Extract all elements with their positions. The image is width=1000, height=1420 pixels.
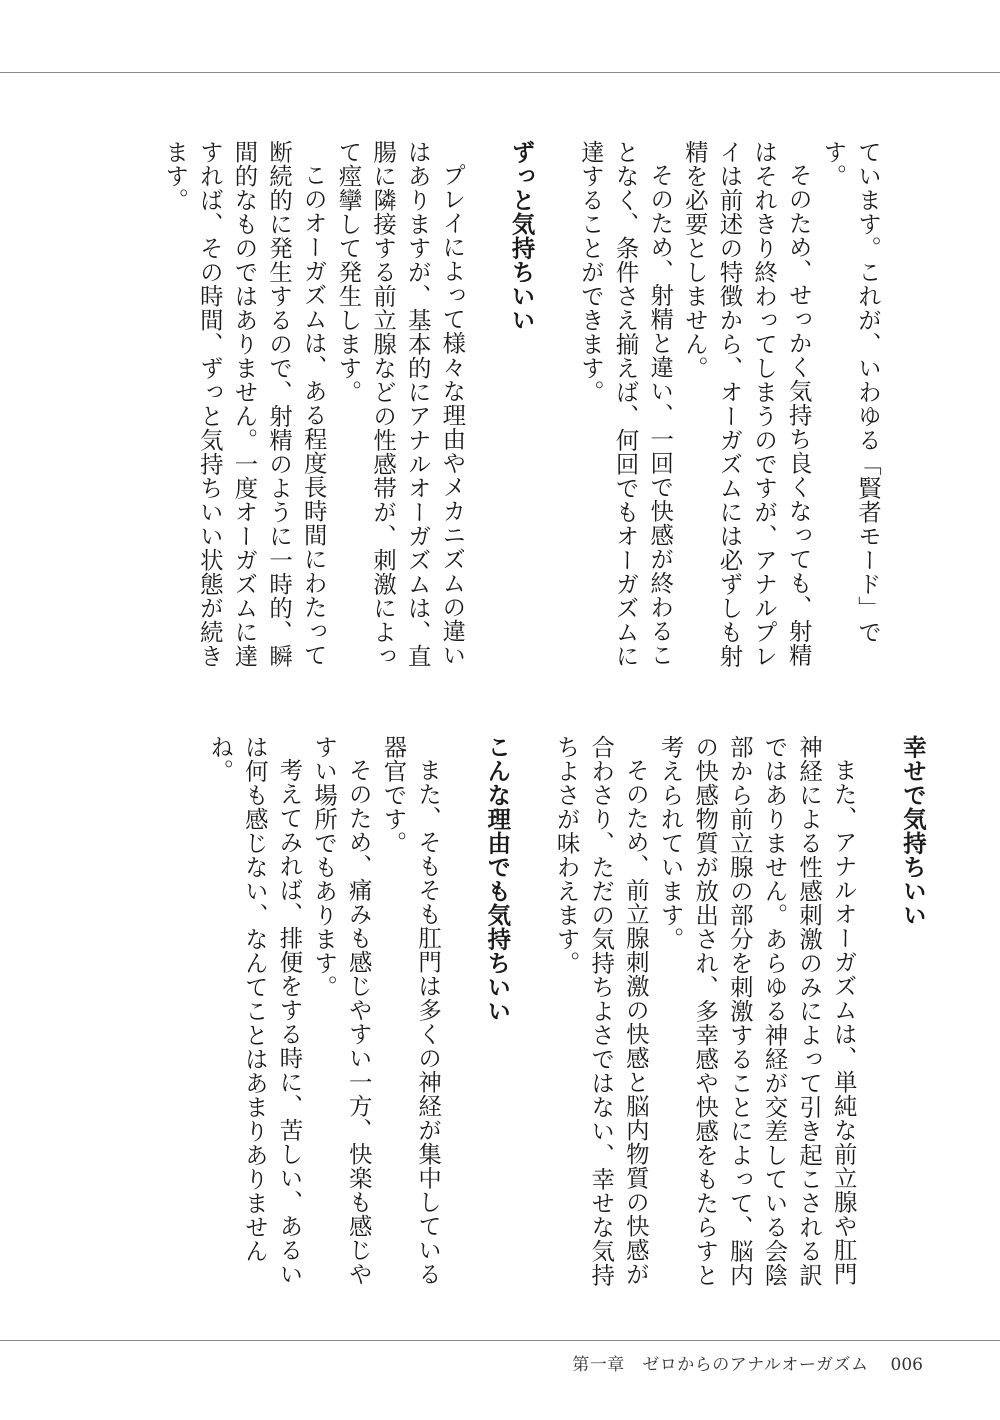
- top-rule: [0, 72, 1000, 73]
- paragraph: そのため、せっかく気持ち良くなっても、射精はそれきり終わってしまうのですが、アナルプレイは前述の特徴から、オーガズムには必ずしも射精を必要としません。: [680, 140, 813, 668]
- paragraph: また、アナルオーガズムは、単純な前立腺や肛門神経による性感刺激のみによって引き起こされる訳ではありません。あらゆる神経が交差している会陰部から前立腺の部分を刺激することによって、脳内の快感物質が放出され、多幸感や快感をもたらすと考えられています。: [656, 735, 858, 1287]
- chapter-title: 第一章 ゼロからのアナルオーガズム: [572, 1355, 869, 1375]
- page-number: 006: [890, 1355, 923, 1375]
- paragraph: そのため、射精と違い、一回で快感が終わることなく、条件さえ揃えば、何回でもオーガズムに達することができます。: [576, 140, 675, 668]
- blank-line: [469, 140, 504, 690]
- paragraph: また、そもそも肛門は多くの神経が集中している器官です。: [379, 735, 443, 1287]
- upper-text-block: [158, 140, 885, 690]
- paragraph: このオーガズムは、ある程度長時間にわたって断続的に発生するので、射精のように一時的、瞬間的なものではありません。一度オーガズムに達すれば、その時間、ずっと気持ちいい状態が続きます。: [161, 140, 328, 668]
- blank-line: [514, 735, 549, 1297]
- section-heading: 幸せで気持ちいい: [899, 735, 927, 927]
- blank-line: [445, 735, 480, 1297]
- paragraph: そのため、前立腺刺激の快感と脳内物質の快感が合わさり、ただの気持ちよさではない、幸せな気持ちよさが味わえます。: [552, 735, 650, 1287]
- blank-line: [539, 140, 574, 690]
- lower-text-block: [203, 735, 930, 1297]
- paragraph: ています。これが、いわゆる「賢者モード」です。: [819, 140, 882, 644]
- section-heading: ずっと気持ちいい: [507, 140, 536, 332]
- bottom-rule: [0, 1340, 1000, 1341]
- paragraph: そのため、痛みも感じやすい一方、快楽も感じやすい場所でもあります。: [310, 735, 373, 1287]
- paragraph: プレイによって様々な理由やメカニズムの違いはありますが、基本的にアナルオーガズムは、直腸に隣接する前立腺などの性感帯が、刺激によって痙攣して発生します。: [334, 140, 467, 668]
- blank-line: [861, 735, 896, 1297]
- paragraph: 考えてみれば、排便をする時に、苦しい、あるいは何も感じない、なんてことはあまりありませんね。: [206, 735, 304, 1287]
- page-footer: [572, 1350, 923, 1375]
- section-heading: こんな理由でも気持ちいい: [483, 735, 512, 1023]
